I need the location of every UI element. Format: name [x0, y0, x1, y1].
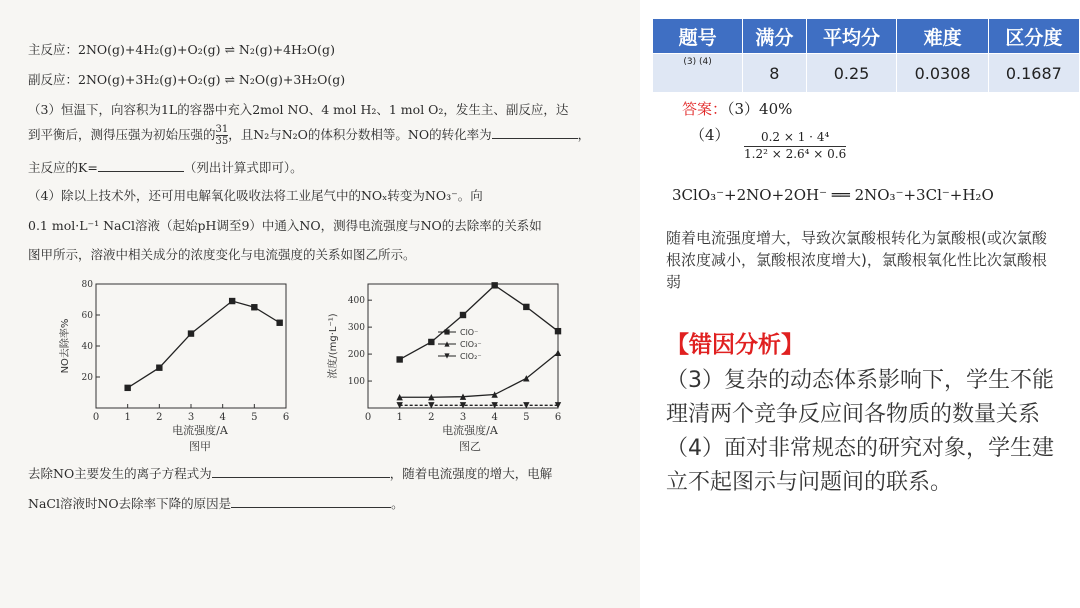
bottom-line1	[28, 464, 552, 482]
part3-line2	[28, 124, 590, 147]
answer-blank	[231, 497, 391, 508]
data-point	[460, 312, 466, 318]
fraction-numerator: 31	[215, 124, 229, 135]
x-tick-label: 5	[251, 412, 258, 423]
data-point	[555, 350, 561, 356]
stats-header-row	[653, 19, 1080, 54]
header-discrimination: 区分度	[988, 19, 1079, 54]
figure-b	[326, 276, 576, 436]
part3-line2-text-c: ，	[577, 127, 591, 142]
main-reaction: 主反应：2NO(g)+4H₂(g)+O₂(g) ⇌ N₂(g)+4H₂O(g)	[28, 42, 335, 57]
figure-b-chart	[326, 276, 576, 436]
part3-line1: （3）恒温下，向容积为1L的容器中充入2mol NO、4 mol H₂、1 mol O₂，发生主、副反应，达	[28, 102, 569, 117]
answer-blank	[98, 161, 184, 172]
part4-line2: 0.1 mol·L⁻¹ NaCl溶液（起始pH调至9）中通入NO，测得电流强度与NO的去除率的关系如	[28, 218, 542, 233]
data-point	[124, 385, 130, 391]
x-tick-label: 6	[554, 412, 562, 423]
answer-part3: （3）40%	[727, 100, 793, 118]
bottom-line2	[28, 494, 404, 512]
part3-line2-text-b: ，且N₂与N₂O的体积分数相等。NO的转化率为	[228, 127, 492, 142]
data-point	[188, 330, 194, 336]
x-tick-label: 1	[396, 412, 403, 423]
answer-note: 随着电流强度增大，导致次氯酸根转化为氯酸根(或次氯酸根浓度减小，氯酸根浓度增大)，氯酸根氧化性比次氯酸根弱	[666, 229, 1047, 291]
y-tick-label: 100	[347, 377, 365, 388]
legend-marker	[444, 329, 449, 334]
data-point	[523, 304, 529, 310]
legend-label: ClO₂⁻	[460, 352, 482, 361]
header-average: 平均分	[806, 19, 897, 54]
legend-label: ClO⁻	[460, 328, 479, 337]
cell-question: (3) (4)	[653, 54, 743, 93]
data-point	[491, 282, 497, 288]
data-point	[276, 320, 282, 326]
part3-line3	[28, 158, 303, 176]
figure-a-caption: 图甲	[189, 440, 211, 453]
x-tick-label: 4	[219, 412, 226, 423]
data-point	[229, 298, 235, 304]
header-full-score: 满分	[743, 19, 806, 54]
stats-data-row	[653, 54, 1080, 93]
y-tick-label: 60	[81, 311, 93, 321]
answer-blank	[492, 128, 578, 139]
figure-a-chart	[58, 276, 298, 436]
figure-b-ylabel: 浓度/(mg·L⁻¹)	[328, 313, 339, 379]
figure-b-xlabel: 电流强度/A	[442, 424, 498, 437]
error-analysis-part4: （4）面对非常规态的研究对象，学生建立不起图示与问题间的联系。	[666, 436, 1054, 495]
bottom-line1-text: 去除NO主要发生的离子方程式为	[28, 466, 212, 481]
y-tick-label: 300	[347, 323, 365, 334]
answer-part4-label: （4）	[690, 126, 730, 144]
part3-line3-text: （列出计算式即可）。	[183, 160, 303, 175]
pressure-fraction	[216, 124, 229, 147]
header-question: 题号	[653, 19, 743, 54]
answer-equation: 3ClO₃⁻+2NO+2OH⁻ ══ 2NO₃⁻+3Cl⁻+H₂O	[672, 186, 994, 204]
part4-line1: （4）除以上技术外，还可用电解氧化吸收法将工业尾气中的NOₓ转变为NO₃⁻。向	[28, 188, 483, 203]
figure-a-ylabel: NO去除率%	[60, 318, 71, 374]
figure-a	[58, 276, 298, 436]
x-tick-label: 2	[428, 412, 435, 423]
data-point	[396, 356, 402, 362]
y-tick-label: 80	[81, 280, 93, 290]
bottom-line2-text-b: 。	[391, 496, 404, 511]
data-point	[555, 328, 561, 334]
data-point	[251, 304, 257, 310]
x-tick-label: 4	[491, 412, 498, 423]
y-tick-label: 20	[81, 373, 93, 383]
cell-difficulty: 0.0308	[897, 54, 988, 93]
data-point	[156, 365, 162, 371]
legend-label: ClO₃⁻	[460, 340, 482, 349]
bottom-line1-text-b: ，随着电流强度的增大，电解	[389, 466, 553, 481]
x-tick-label: 3	[187, 412, 195, 423]
k-denominator: 1.2² × 2.6⁴ × 0.6	[744, 147, 847, 161]
answer-line3	[682, 98, 792, 119]
cell-full-score: 8	[743, 54, 806, 93]
figure-b-caption: 图乙	[459, 440, 481, 453]
x-tick-label: 0	[364, 412, 372, 423]
error-analysis-part3: （3）复杂的动态体系影响下，学生不能理清两个竞争反应间各物质的数量关系	[666, 368, 1054, 427]
stats-table	[652, 18, 1080, 93]
x-tick-label: 1	[124, 412, 131, 423]
fraction-denominator: 35	[215, 136, 229, 147]
x-tick-label: 0	[92, 412, 100, 423]
y-tick-label: 400	[347, 296, 365, 307]
part3-line2-text: 到平衡后，测得压强为初始压强的	[28, 127, 216, 142]
bottom-line2-text: NaCl溶液时NO去除率下降的原因是	[28, 496, 232, 511]
answer-blank	[212, 467, 390, 478]
k-label: 主反应的K=	[28, 160, 98, 175]
y-tick-label: 200	[347, 350, 365, 361]
series-line	[128, 301, 280, 388]
figure-a-xlabel: 电流强度/A	[172, 424, 228, 437]
data-point	[428, 339, 434, 345]
answer-label: 答案：	[682, 100, 728, 118]
k-numerator: 0.2 × 1 · 4⁴	[744, 130, 846, 147]
error-analysis-body	[666, 364, 1066, 500]
x-tick-label: 6	[282, 412, 290, 423]
part4-line3: 图甲所示，溶液中相关成分的浓度变化与电流强度的关系如图乙所示。	[28, 247, 416, 262]
x-tick-label: 3	[459, 412, 467, 423]
side-reaction: 副反应：2NO(g)+3H₂(g)+O₂(g) ⇌ N₂O(g)+3H₂O(g)	[28, 72, 346, 87]
x-tick-label: 2	[156, 412, 163, 423]
cell-discrimination: 0.1687	[988, 54, 1079, 93]
y-tick-label: 40	[81, 342, 93, 352]
answer-k-expression	[744, 130, 846, 161]
header-difficulty: 难度	[897, 19, 988, 54]
error-analysis-title: 【错因分析】	[666, 332, 804, 358]
cell-average: 0.25	[806, 54, 897, 93]
x-tick-label: 5	[523, 412, 530, 423]
